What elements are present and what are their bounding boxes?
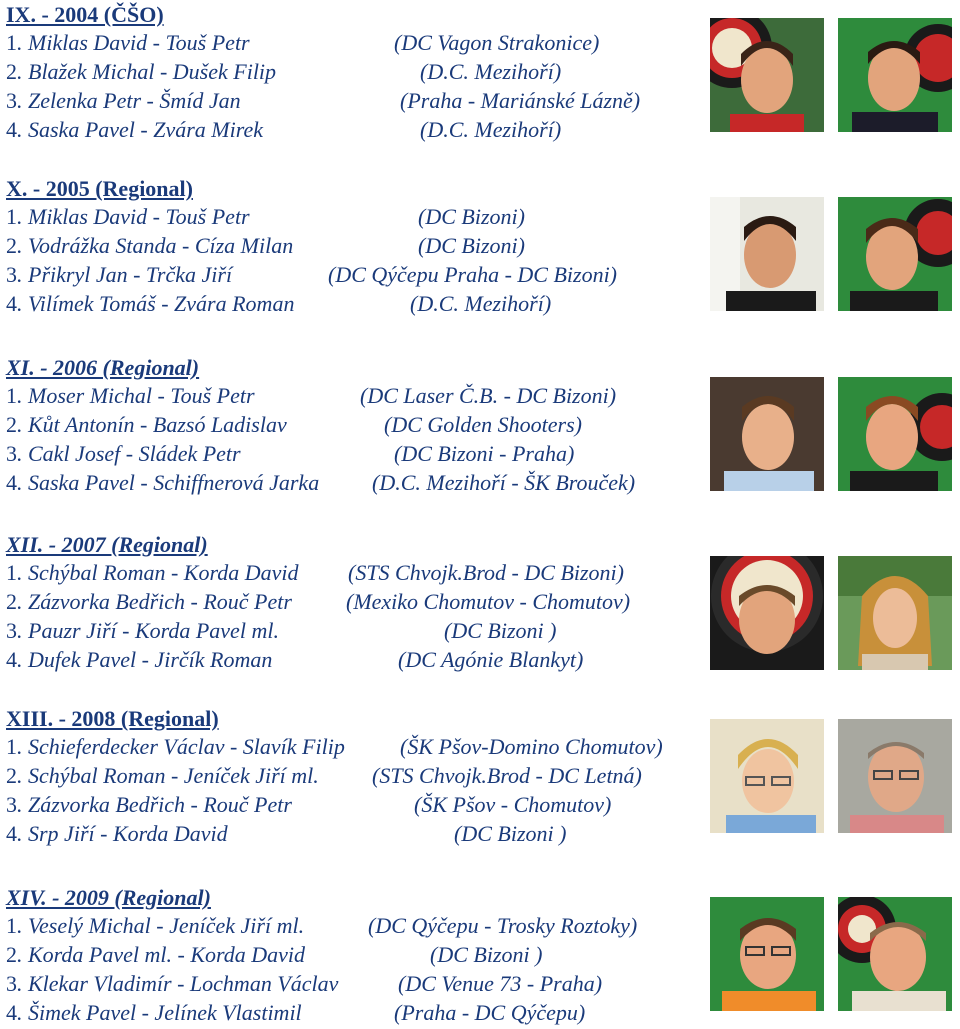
player-photo — [710, 897, 824, 1011]
place-number: 3 — [6, 262, 17, 287]
player-photo — [710, 18, 824, 132]
player-names: . Saska Pavel - Zvára Mirek — [17, 117, 264, 142]
result-row — [6, 732, 706, 761]
place-number: 4 — [6, 291, 17, 316]
club-name: (ŠK Pšov-Domino Chomutov) — [400, 734, 663, 759]
section-heading — [6, 885, 706, 911]
section-heading: XIII. - 2008 (Regional) — [6, 706, 219, 731]
place-number: 2 — [6, 233, 17, 258]
player-names: . Schýbal Roman - Korda David — [17, 560, 299, 585]
player-names: . Pauzr Jiří - Korda Pavel ml. — [17, 618, 279, 643]
result-row — [6, 587, 706, 616]
club-name: (STS Chvojk.Brod - DC Letná) — [372, 763, 642, 788]
place-number: 3 — [6, 618, 17, 643]
club-name: (DC Bizoni ) — [430, 942, 543, 967]
player-photo — [838, 897, 952, 1011]
player-names: . Miklas David - Touš Petr — [17, 30, 250, 55]
player-names: . Moser Michal - Touš Petr — [17, 383, 255, 408]
player-names: . Vodrážka Standa - Cíza Milan — [17, 233, 294, 258]
place-number: 3 — [6, 441, 17, 466]
place-number: 4 — [6, 647, 17, 672]
club-name: (STS Chvojk.Brod - DC Bizoni) — [348, 560, 624, 585]
player-names: . Klekar Vladimír - Lochman Václav — [17, 971, 339, 996]
result-row — [6, 28, 706, 57]
place-number: 3 — [6, 971, 17, 996]
portrait-image — [710, 197, 824, 311]
section-2007 — [6, 532, 706, 674]
player-names: . Miklas David - Touš Petr — [17, 204, 250, 229]
result-row — [6, 616, 706, 645]
club-name: (D.C. Mezihoří - ŠK Brouček) — [372, 470, 636, 495]
player-names: . Zázvorka Bedřich - Rouč Petr — [17, 589, 292, 614]
player-names: . Srp Jiří - Korda David — [17, 821, 228, 846]
result-row — [6, 260, 706, 289]
result-row — [6, 202, 706, 231]
section-heading — [6, 532, 706, 558]
section-2006 — [6, 355, 706, 497]
player-names: . Cakl Josef - Sládek Petr — [17, 441, 241, 466]
club-name: (D.C. Mezihoří) — [420, 117, 562, 142]
club-name: (DC Venue 73 - Praha) — [398, 971, 603, 996]
player-names: . Kůt Antonín - Bazsó Ladislav — [17, 412, 287, 437]
place-number: 2 — [6, 589, 17, 614]
player-names: . Schýbal Roman - Jeníček Jiří ml. — [17, 763, 319, 788]
place-number: 1 — [6, 204, 17, 229]
place-number: 1 — [6, 734, 17, 759]
player-names: . Dufek Pavel - Jirčík Roman — [17, 647, 273, 672]
place-number: 2 — [6, 412, 17, 437]
result-row — [6, 969, 706, 998]
portrait-image — [838, 719, 952, 833]
result-row — [6, 998, 706, 1027]
result-row — [6, 439, 706, 468]
result-row — [6, 558, 706, 587]
player-names: . Korda Pavel ml. - Korda David — [17, 942, 306, 967]
place-number: 3 — [6, 792, 17, 817]
portrait-image — [838, 897, 952, 1011]
player-names: . Přikryl Jan - Trčka Jiří — [17, 262, 233, 287]
club-name: (D.C. Mezihoří) — [420, 59, 562, 84]
section-heading: X. - 2005 (Regional) — [6, 176, 193, 201]
result-row — [6, 231, 706, 260]
club-name: (Praha - Mariánské Lázně) — [400, 88, 641, 113]
club-name: (DC Golden Shooters) — [384, 412, 582, 437]
section-2004 — [6, 2, 706, 144]
club-name: (Mexiko Chomutov - Chomutov) — [346, 589, 631, 614]
section-heading-text: XII. - 2007 (Regional) — [6, 532, 208, 557]
club-name: (D.C. Mezihoří) — [410, 291, 552, 316]
result-row — [6, 790, 706, 819]
player-names: . Blažek Michal - Dušek Filip — [17, 59, 277, 84]
place-number: 4 — [6, 1000, 17, 1025]
player-photo — [838, 18, 952, 132]
player-names: . Saska Pavel - Schiffnerová Jarka — [17, 470, 320, 495]
result-row — [6, 940, 706, 969]
portrait-image — [710, 897, 824, 1011]
portrait-image — [710, 377, 824, 491]
portrait-image — [710, 556, 824, 670]
club-name: (DC Vagon Strakonice) — [394, 30, 600, 55]
club-name: (DC Bizoni) — [418, 233, 525, 258]
section-heading-text: XI. - 2006 (Regional) — [6, 355, 200, 380]
portrait-image — [838, 18, 952, 132]
section-heading: IX. - 2004 (ČŠO) — [6, 2, 164, 27]
result-row — [6, 468, 706, 497]
player-names: . Veselý Michal - Jeníček Jiří ml. — [17, 913, 305, 938]
result-row — [6, 57, 706, 86]
place-number: 1 — [6, 30, 17, 55]
place-number: 2 — [6, 59, 17, 84]
result-row — [6, 289, 706, 318]
place-number: 1 — [6, 913, 17, 938]
club-name: (DC Bizoni - Praha) — [394, 441, 575, 466]
place-number: 2 — [6, 942, 17, 967]
club-name: (DC Bizoni) — [418, 204, 525, 229]
club-name: (Praha - DC Qýčepu) — [394, 1000, 586, 1025]
player-names: . Zelenka Petr - Šmíd Jan — [17, 88, 241, 113]
club-name: (ŠK Pšov - Chomutov) — [414, 792, 612, 817]
result-row — [6, 381, 706, 410]
club-name: (DC Qýčepu Praha - DC Bizoni) — [328, 262, 618, 287]
section-2005 — [6, 176, 706, 318]
player-photo — [838, 719, 952, 833]
result-row — [6, 761, 706, 790]
portrait-image — [710, 719, 824, 833]
place-number: 4 — [6, 470, 17, 495]
section-heading — [6, 355, 706, 381]
player-photo — [838, 197, 952, 311]
player-photo — [710, 377, 824, 491]
club-name: (DC Agónie Blankyt) — [398, 647, 584, 672]
place-number: 3 — [6, 88, 17, 113]
portrait-image — [838, 556, 952, 670]
result-row — [6, 911, 706, 940]
portrait-image — [838, 197, 952, 311]
player-photo — [838, 377, 952, 491]
place-number: 2 — [6, 763, 17, 788]
player-names: . Šimek Pavel - Jelínek Vlastimil — [17, 1000, 302, 1025]
place-number: 4 — [6, 117, 17, 142]
section-2009 — [6, 885, 706, 1027]
place-number: 1 — [6, 560, 17, 585]
club-name: (DC Laser Č.B. - DC Bizoni) — [360, 383, 617, 408]
portrait-image — [710, 18, 824, 132]
club-name: (DC Qýčepu - Trosky Roztoky) — [368, 913, 638, 938]
result-row — [6, 819, 706, 848]
player-names: . Schieferdecker Václav - Slavík Filip — [17, 734, 345, 759]
section-heading-text: XIV. - 2009 (Regional) — [6, 885, 211, 910]
result-row — [6, 115, 706, 144]
place-number: 1 — [6, 383, 17, 408]
section-2008 — [6, 706, 706, 848]
player-names: . Zázvorka Bedřich - Rouč Petr — [17, 792, 292, 817]
club-name: (DC Bizoni ) — [444, 618, 557, 643]
player-photo — [710, 556, 824, 670]
result-row — [6, 410, 706, 439]
club-name: (DC Bizoni ) — [454, 821, 567, 846]
player-names: . Vilímek Tomáš - Zvára Roman — [17, 291, 295, 316]
portrait-image — [838, 377, 952, 491]
player-photo — [838, 556, 952, 670]
result-row — [6, 86, 706, 115]
player-photo — [710, 719, 824, 833]
result-row — [6, 645, 706, 674]
player-photo — [710, 197, 824, 311]
place-number: 4 — [6, 821, 17, 846]
